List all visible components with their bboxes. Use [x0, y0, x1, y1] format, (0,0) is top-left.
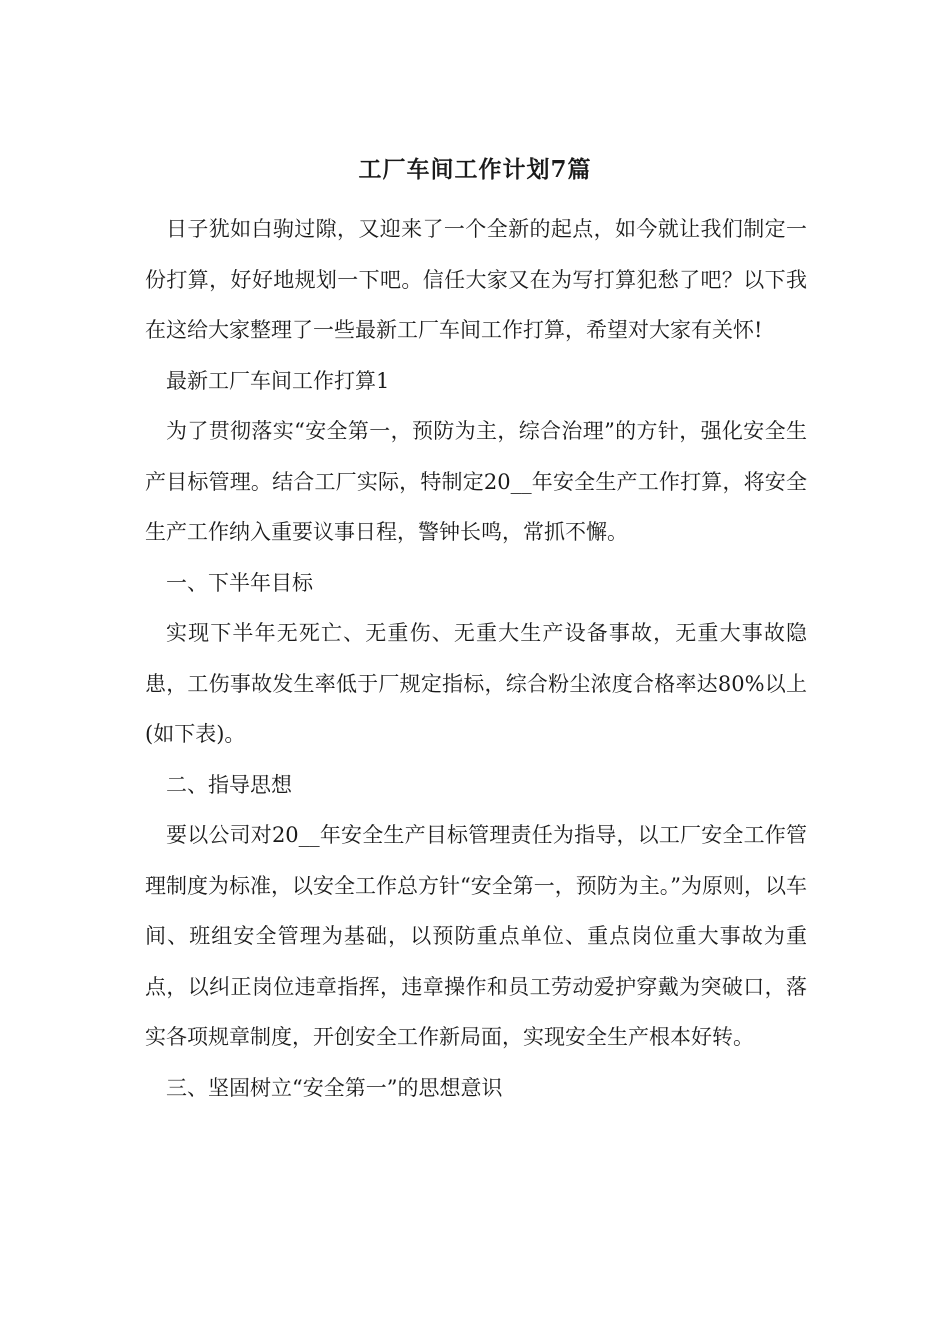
- heading-safety-awareness: 三、坚固树立“安全第一”的思想意识: [166, 1075, 503, 1100]
- goal-paragraph: 实现下半年无死亡、无重伤、无重大生产设备事故，无重大事故隐患，工伤事故发生率低于厂规定指标，综合粉尘浓度合格率达80%以上(如下表)。: [145, 621, 807, 746]
- heading-goal: 一、下半年目标: [166, 570, 313, 595]
- heading-guiding-ideology: 二、指导思想: [166, 772, 292, 797]
- intro-paragraph: 日子犹如白驹过隙，又迎来了一个全新的起点，如今就让我们制定一份打算，好好地规划一下吧。信任大家又在为写打算犯愁了吧？以下我在这给大家整理了一些最新工厂车间工作打算，希望对大家有关怀!: [145, 217, 807, 342]
- document-body: [145, 204, 807, 1113]
- guiding-ideology-paragraph: 要以公司对20__年安全生产目标管理责任为指导，以工厂安全工作管理制度为标准，以安全工作总方针“安全第一，预防为主。”为原则，以车间、班组安全管理为基础，以预防重点单位、重点岗位重大事故为重点，以纠正岗位违章指挥，违章操作和员工劳动爱护穿戴为突破口，落实各项规章制度，开创安全工作新局面，实现安全生产根本好转。: [145, 823, 807, 1049]
- document-title: 工厂车间工作计划7篇: [358, 156, 592, 183]
- plan-1-paragraph: 为了贯彻落实“安全第一，预防为主，综合治理”的方针，强化安全生产目标管理。结合工厂实际，特制定20__年安全生产工作打算，将安全生产工作纳入重要议事日程，警钟长鸣，常抓不懈。: [145, 419, 807, 544]
- section-heading-plan-1: 最新工厂车间工作打算1: [166, 368, 390, 393]
